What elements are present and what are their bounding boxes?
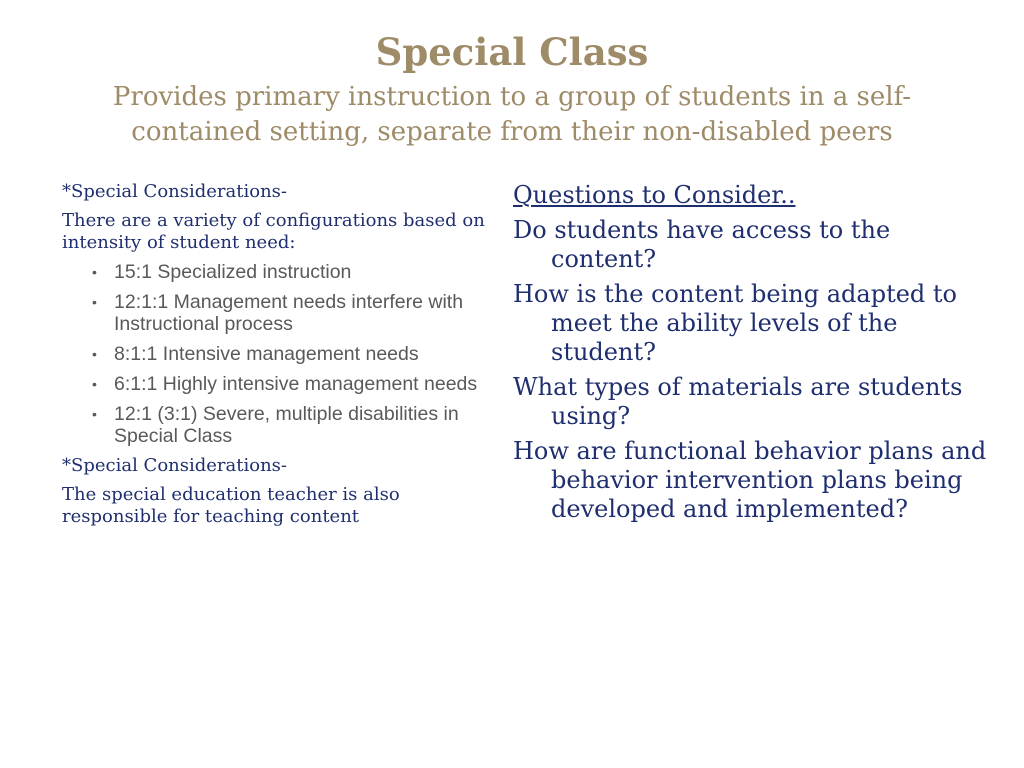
ratio-item-text: 6:1:1 Highly intensive management needs: [114, 373, 478, 395]
ratio-item-text: 15:1 Specialized instruction: [114, 261, 352, 283]
special-considerations-label-2: *Special Considerations-: [62, 455, 287, 476]
ratio-item: [92, 373, 492, 395]
ratio-item-text: 8:1:1 Intensive management needs: [114, 343, 419, 365]
question-item: How are functional behavior plans and behavior intervention plans being developed and implemented?: [513, 437, 987, 523]
special-considerations-label: *Special Considerations-: [62, 181, 287, 202]
slide-title: Special Class: [375, 30, 649, 74]
bullet-icon: •: [92, 294, 97, 310]
ratio-list: [62, 261, 492, 447]
slide-subtitle: Provides primary instruction to a group of students in a self-contained setting, separate from their non-disabled peers: [112, 82, 912, 147]
left-column: [62, 181, 492, 535]
questions-heading: Questions to Consider..: [513, 181, 796, 209]
bullet-icon: •: [92, 264, 97, 280]
ratio-item: [92, 261, 492, 283]
bullet-icon: •: [92, 376, 97, 392]
ratio-item: [92, 403, 492, 447]
question-item: How is the content being adapted to meet the ability levels of the student?: [513, 280, 957, 366]
question-item: Do students have access to the content?: [513, 216, 891, 273]
teacher-responsibility-note: The special education teacher is also responsible for teaching content: [62, 484, 400, 527]
ratio-item: [92, 291, 492, 335]
ratio-item-text: 12:1:1 Management needs interfere with Instructional process: [114, 291, 464, 335]
question-item: What types of materials are students using?: [513, 373, 963, 430]
bullet-icon: •: [92, 346, 97, 362]
ratio-item-text: 12:1 (3:1) Severe, multiple disabilities in Special Class: [114, 403, 459, 447]
bullet-icon: •: [92, 406, 97, 422]
right-column: [513, 181, 993, 530]
ratio-item: [92, 343, 492, 365]
configurations-intro: There are a variety of configurations based on intensity of student need:: [62, 210, 485, 253]
